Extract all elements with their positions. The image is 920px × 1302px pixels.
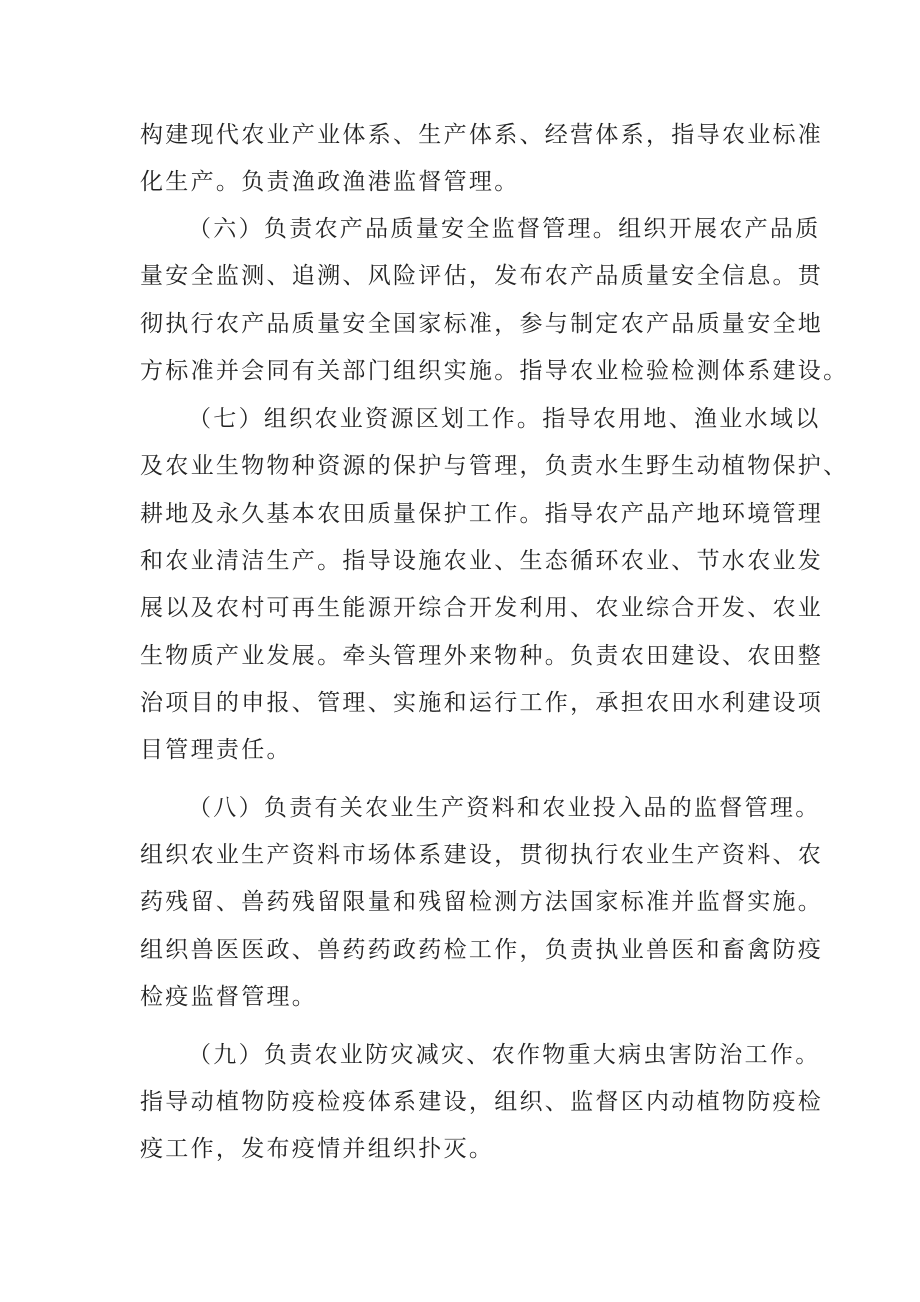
paragraph-line: 方标准并会同有关部门组织实施。指导农业检验检测体系建设。: [140, 358, 849, 384]
paragraph-line: （七）组织农业资源区划工作。指导农用地、渔业水域以: [188, 406, 821, 432]
paragraph-line: 化生产。负责渔政渔港监督管理。: [140, 169, 520, 195]
paragraph-line: （九）负责农业防灾减灾、农作物重大病虫害防治工作。: [188, 1042, 821, 1068]
paragraph-line: 构建现代农业产业体系、生产体系、经营体系，指导农业标准: [140, 122, 824, 148]
paragraph-line: 耕地及永久基本农田质量保护工作。指导农产品产地环境管理: [140, 501, 824, 527]
paragraph-line: （六）负责农产品质量安全监督管理。组织开展农产品质: [188, 216, 821, 242]
paragraph-line: （八）负责有关农业生产资料和农业投入品的监督管理。: [188, 795, 821, 821]
paragraph-line: 量安全监测、追溯、风险评估，发布农产品质量安全信息。贯: [140, 263, 824, 289]
paragraph-line: 生物质产业发展。牵头管理外来物种。负责农田建设、农田整: [140, 643, 824, 669]
paragraph-line: 组织农业生产资料市场体系建设，贯彻执行农业生产资料、农: [140, 842, 824, 868]
paragraph-line: 彻执行农产品质量安全国家标准，参与制定农产品质量安全地: [140, 311, 824, 337]
paragraph-line: 展以及农村可再生能源开综合开发利用、农业综合开发、农业: [140, 595, 824, 621]
paragraph-line: 疫工作，发布疫情并组织扑灭。: [140, 1136, 495, 1162]
paragraph-line: 治项目的申报、管理、实施和运行工作，承担农田水利建设项: [140, 690, 824, 716]
paragraph-line: 及农业生物物种资源的保护与管理，负责水生野生动植物保护、: [140, 453, 849, 479]
paragraph-line: 检疫监督管理。: [140, 984, 318, 1010]
paragraph-line: 药残留、兽药残留限量和残留检测方法国家标准并监督实施。: [140, 889, 824, 915]
paragraph-line: 目管理责任。: [140, 737, 292, 763]
paragraph-line: 指导动植物防疫检疫体系建设，组织、监督区内动植物防疫检: [140, 1089, 824, 1115]
paragraph-line: 和农业清洁生产。指导设施农业、生态循环农业、节水农业发: [140, 548, 824, 574]
paragraph-line: 组织兽医医政、兽药药政药检工作，负责执业兽医和畜禽防疫: [140, 937, 824, 963]
